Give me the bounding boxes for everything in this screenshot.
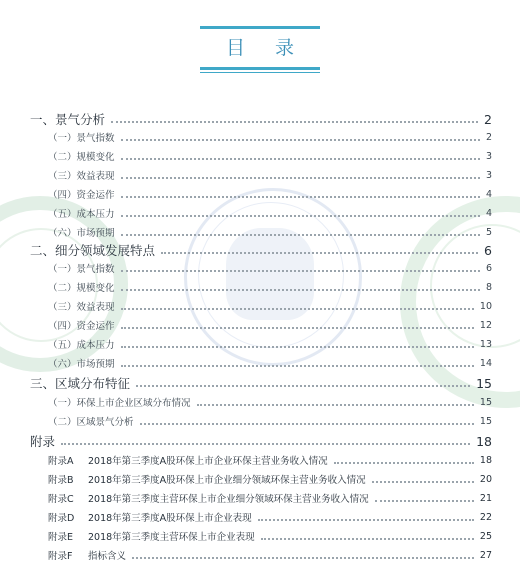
toc-dot-leader — [121, 365, 474, 367]
toc-dot-leader — [121, 215, 480, 217]
toc-appendix[interactable] — [48, 490, 492, 506]
toc-page-number: 6 — [485, 262, 492, 274]
toc-dot-leader — [121, 289, 480, 291]
toc-section[interactable] — [30, 110, 492, 128]
toc-label: （六）市场预期 — [48, 228, 115, 239]
toc-page-number: 10 — [479, 300, 492, 312]
toc-page-number: 12 — [479, 319, 492, 331]
toc-label: （二）区域景气分析 — [48, 417, 134, 428]
title-rule-top — [200, 26, 320, 29]
toc-dot-leader — [61, 443, 470, 445]
toc-label — [48, 529, 255, 543]
page-title: 目 录 — [225, 37, 307, 59]
toc-label: 一、景气分析 — [30, 112, 106, 127]
toc-subsection[interactable] — [48, 186, 492, 202]
toc-page-number: 5 — [485, 226, 492, 238]
toc-subsection[interactable] — [48, 336, 492, 352]
toc-subsection[interactable] — [48, 260, 492, 276]
toc-appendix-code: 附录C — [48, 494, 74, 505]
toc-appendix-title: 2018年第三季度A股环保上市企业细分领域环保主营业务收入情况 — [88, 475, 366, 486]
toc-dot-leader — [372, 481, 474, 483]
toc-subsection[interactable] — [48, 224, 492, 240]
toc-page-number: 3 — [485, 150, 492, 162]
toc-page-number: 14 — [479, 357, 492, 369]
toc-appendix-code: 附录A — [48, 456, 74, 467]
toc-label: （一）景气指数 — [48, 264, 115, 275]
toc-subsection[interactable] — [48, 317, 492, 333]
toc-page-number: 4 — [485, 188, 492, 200]
toc-page-number: 3 — [485, 169, 492, 181]
toc-appendix-code: 附录B — [48, 475, 74, 486]
toc-page-number: 20 — [479, 473, 492, 485]
toc-label: 附录 — [30, 434, 56, 449]
toc-dot-leader — [375, 500, 474, 502]
toc-label: （三）效益表现 — [48, 171, 115, 182]
toc-dot-leader — [136, 385, 470, 387]
toc-label: （五）成本压力 — [48, 209, 115, 220]
toc-page-number: 15 — [479, 396, 492, 408]
toc-dot-leader — [334, 462, 474, 464]
toc-subsection[interactable] — [48, 298, 492, 314]
toc-dot-leader — [132, 557, 474, 559]
toc-page-number: 18 — [476, 433, 492, 449]
toc-subsection[interactable] — [48, 205, 492, 221]
toc-dot-leader — [121, 139, 480, 141]
toc-page-number: 6 — [484, 242, 492, 258]
toc-label — [48, 491, 369, 505]
toc-label: 三、区域分布特征 — [30, 376, 131, 391]
toc-appendix[interactable] — [48, 471, 492, 487]
toc-section[interactable] — [30, 241, 492, 259]
toc-page-number: 15 — [476, 375, 492, 391]
toc-page-number: 8 — [485, 281, 492, 293]
toc-dot-leader — [121, 346, 474, 348]
toc-page-number: 13 — [479, 338, 492, 350]
toc-dot-leader — [121, 177, 480, 179]
toc-subsection[interactable] — [48, 355, 492, 371]
toc-page-number: 2 — [485, 131, 492, 143]
toc-dot-leader — [197, 404, 474, 406]
toc-dot-leader — [121, 308, 474, 310]
toc-page-number: 2 — [484, 111, 492, 127]
toc-dot-leader — [258, 519, 474, 521]
toc-appendix-title: 2018年第三季度A股环保上市企业环保主营业务收入情况 — [88, 456, 328, 467]
toc-appendix[interactable] — [48, 509, 492, 525]
toc-subsection[interactable] — [48, 413, 492, 429]
toc-subsection[interactable] — [48, 148, 492, 164]
toc-dot-leader — [121, 158, 480, 160]
toc-label: （五）成本压力 — [48, 340, 115, 351]
toc-subsection[interactable] — [48, 394, 492, 410]
toc-subsection[interactable] — [48, 129, 492, 145]
toc-dot-leader — [261, 538, 474, 540]
toc-label — [48, 548, 126, 562]
toc-appendix-code: 附录F — [48, 551, 73, 562]
toc-page-number: 27 — [479, 549, 492, 561]
toc-label — [48, 510, 252, 524]
toc-dot-leader — [140, 423, 474, 425]
toc-appendix-title: 2018年第三季度主营环保上市企业表现 — [88, 532, 255, 543]
toc-section[interactable] — [30, 374, 492, 392]
toc-appendix-title: 指标含义 — [88, 551, 127, 562]
toc-page-number: 22 — [479, 511, 492, 523]
toc-appendix-code: 附录E — [48, 532, 74, 543]
toc-page-number: 25 — [479, 530, 492, 542]
toc-label: （四）资金运作 — [48, 321, 115, 332]
toc-appendix[interactable] — [48, 547, 492, 563]
toc-page-number: 4 — [485, 207, 492, 219]
toc-section[interactable] — [30, 432, 492, 450]
toc-appendix-title: 2018年第三季度A股环保上市企业表现 — [88, 513, 252, 524]
toc-label: （二）规模变化 — [48, 283, 115, 294]
toc-dot-leader — [161, 252, 478, 254]
toc-subsection[interactable] — [48, 167, 492, 183]
toc-label: （一）景气指数 — [48, 133, 115, 144]
title-rule-bottom-thin — [200, 72, 320, 73]
toc-appendix-code: 附录D — [48, 513, 75, 524]
toc-dot-leader — [121, 234, 480, 236]
toc-label — [48, 453, 328, 467]
toc-label: （一）环保上市企业区域分布情况 — [48, 398, 191, 409]
toc-dot-leader — [121, 196, 480, 198]
toc-dot-leader — [121, 270, 480, 272]
toc-label: （三）效益表现 — [48, 302, 115, 313]
toc-label: （六）市场预期 — [48, 359, 115, 370]
toc-label: （四）资金运作 — [48, 190, 115, 201]
toc-appendix[interactable] — [48, 452, 492, 468]
toc-page-number: 15 — [479, 415, 492, 427]
toc-page-number: 21 — [479, 492, 492, 504]
toc-label — [48, 472, 366, 486]
toc-subsection[interactable] — [48, 279, 492, 295]
toc-label: （二）规模变化 — [48, 152, 115, 163]
toc-label: 二、细分领域发展特点 — [30, 243, 156, 258]
page-title-block — [200, 26, 320, 73]
toc-dot-leader — [121, 327, 474, 329]
toc-page-number: 18 — [479, 454, 492, 466]
toc-dot-leader — [111, 121, 478, 123]
toc-appendix[interactable] — [48, 528, 492, 544]
toc-appendix-title: 2018年第三季度主营环保上市企业细分领域环保主营业务收入情况 — [88, 494, 369, 505]
title-rule-bottom — [200, 67, 320, 70]
